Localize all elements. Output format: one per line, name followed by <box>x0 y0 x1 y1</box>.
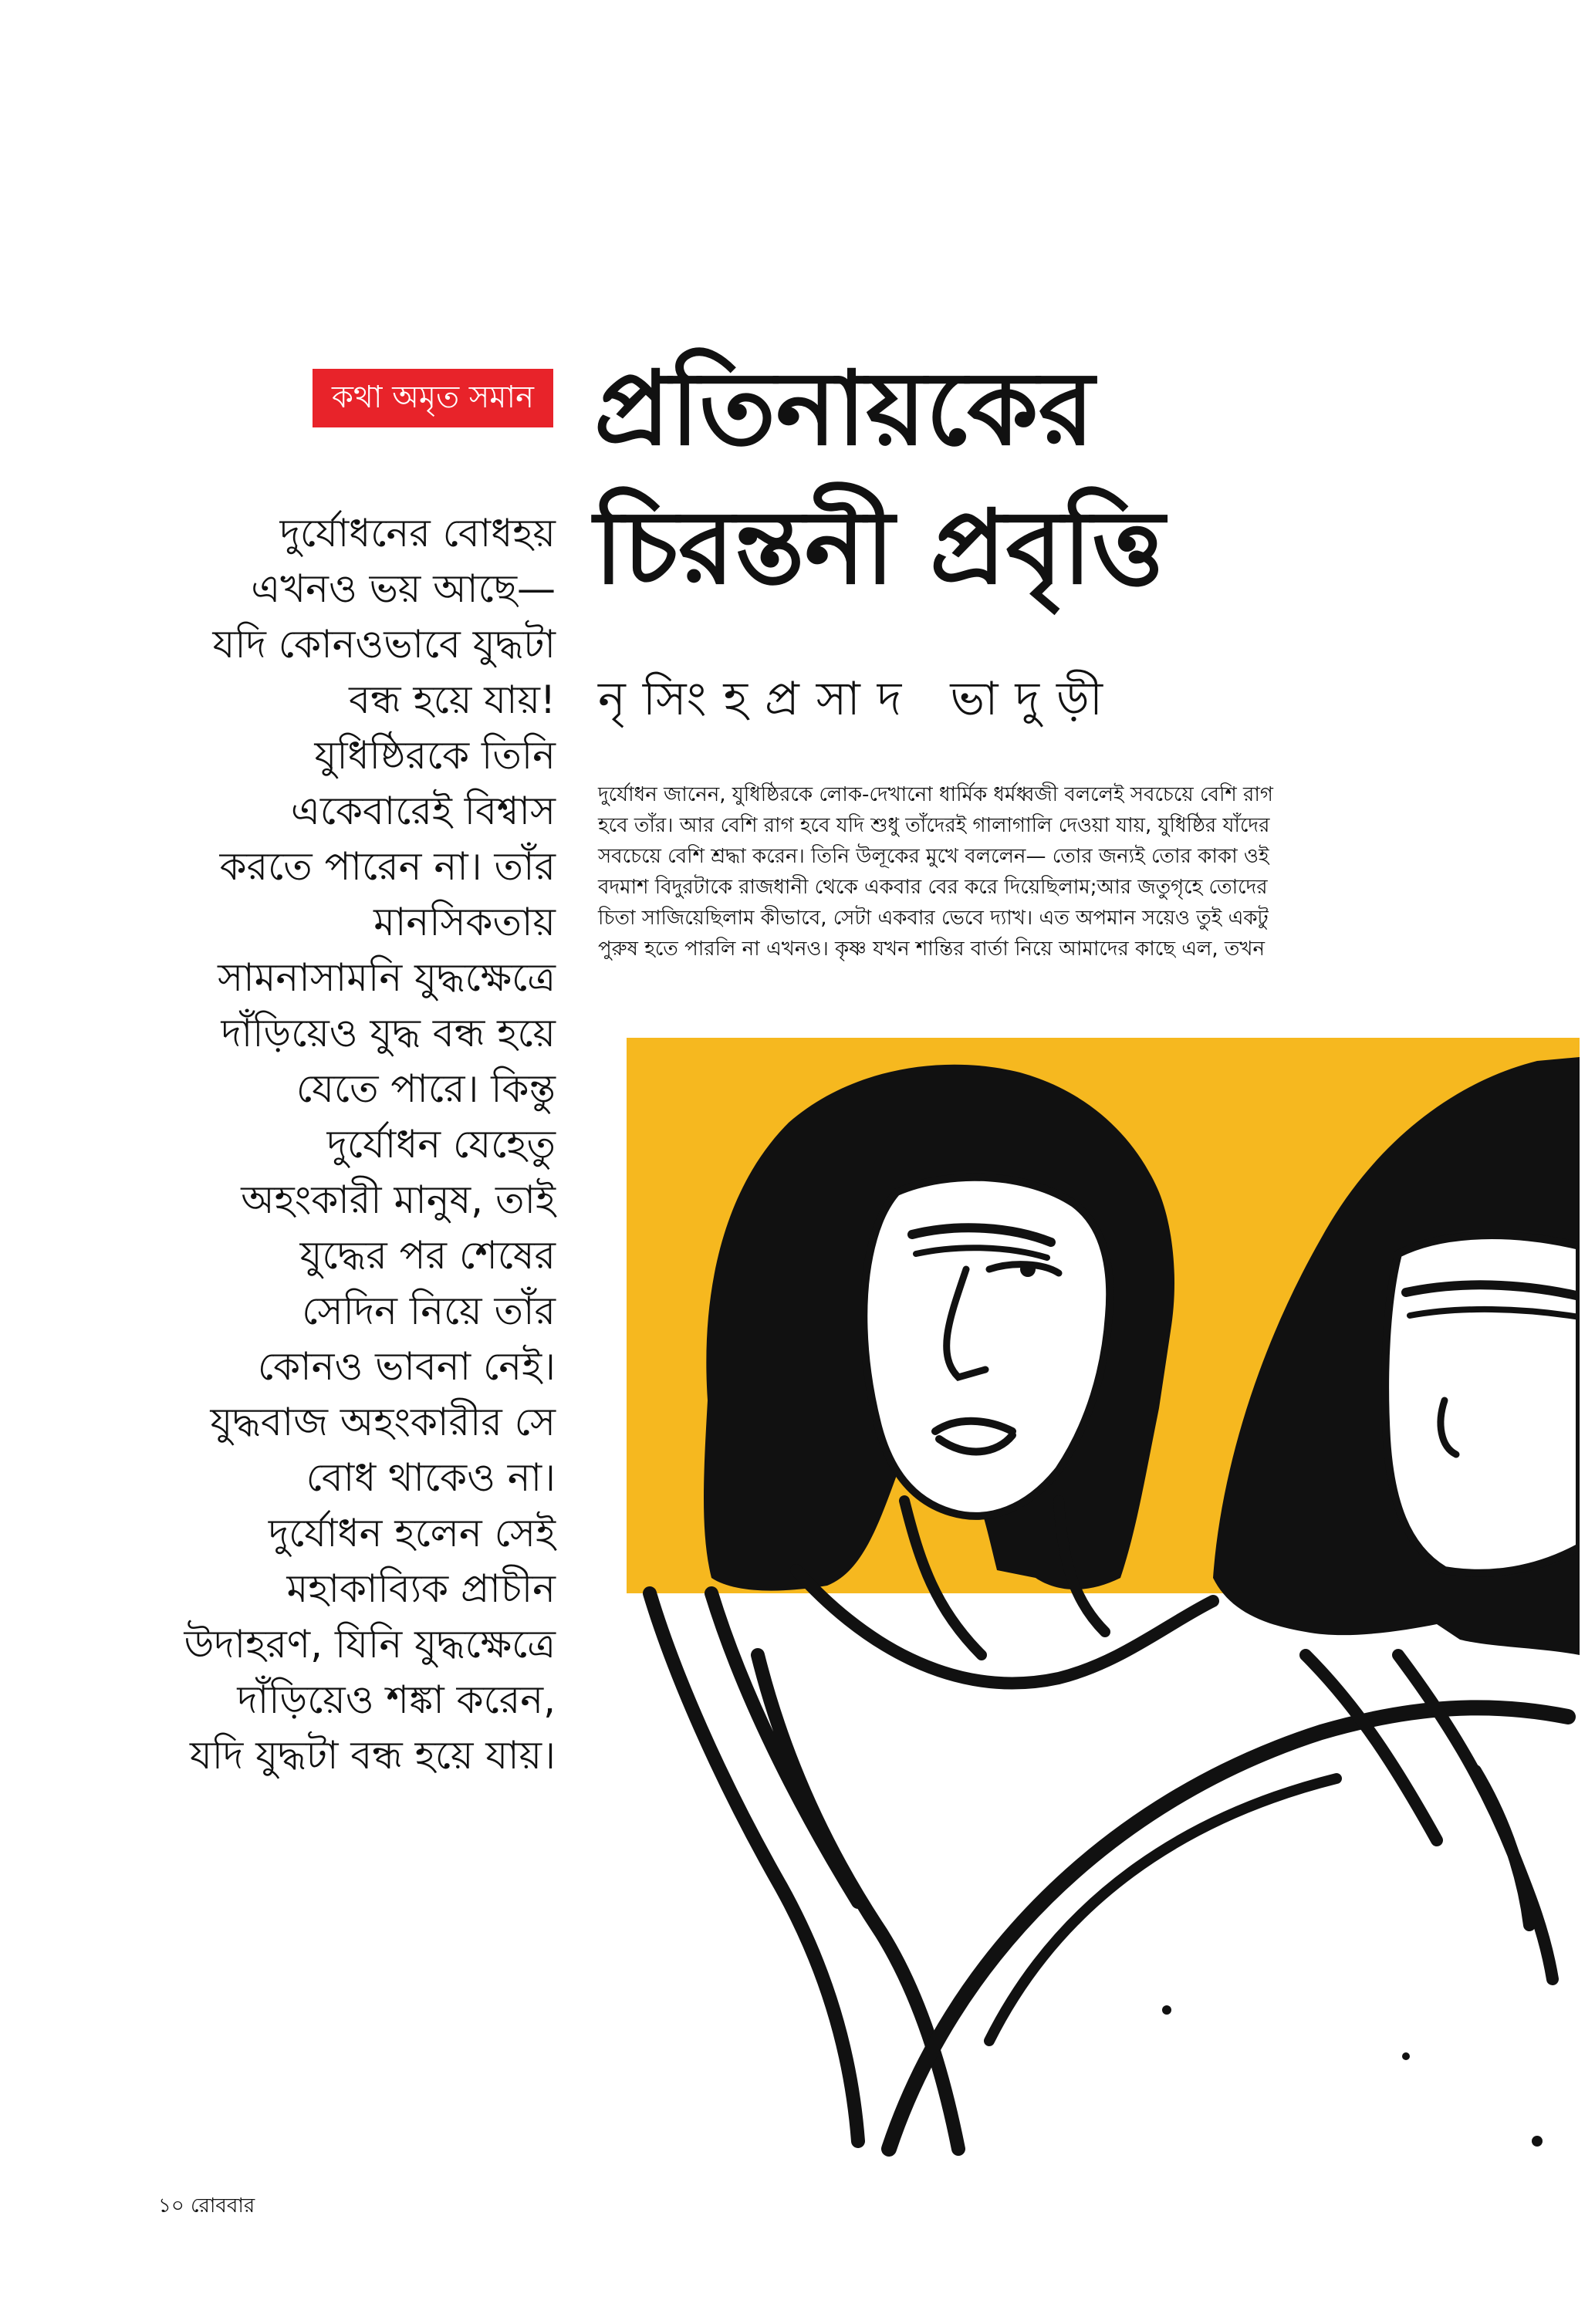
body-line: পুরুষ হতে পারলি না এখনও। কৃষ্ণ যখন শান্তির বার্তা নিয়ে আমাদের কাছে এল, তখন <box>598 937 1266 961</box>
ink-dot <box>1162 2005 1171 2015</box>
section-tag: কথা অমৃত সমান <box>313 369 553 427</box>
headline-line-2: চিরন্তনী প্রবৃত্তি <box>594 488 1165 607</box>
pull-quote-line: যুদ্ধবাজ অহংকারীর সে <box>210 1400 556 1444</box>
author-byline: নৃসিংহপ্রসাদ ভাদুড়ী <box>598 672 1120 726</box>
pull-quote-line: সেদিন নিয়ে তাঁর <box>302 1289 556 1333</box>
page-footer: ১০ রোববার <box>158 2194 255 2218</box>
pull-quote-line: যুধিষ্ঠিরকে তিনি <box>314 733 556 778</box>
body-line: চিতা সাজিয়েছিলাম কীভাবে, সেটা একবার ভেবে দ্যাখ। এত অপমান সয়েও তুই একটু <box>598 907 1269 930</box>
ink-dot <box>1402 2052 1410 2060</box>
pull-quote-line: দুর্যোধনের বোধহয় <box>279 511 556 556</box>
headline <box>594 339 1536 617</box>
pull-quote-line: কোনও ভাবনা নেই। <box>257 1344 556 1389</box>
pull-quote-line: দাঁড়িয়েও শঙ্কা করেন, <box>237 1677 556 1722</box>
pull-quote-line: মানসিকতায় <box>373 900 556 944</box>
pull-quote-line: বোধ থাকেও না। <box>306 1455 556 1500</box>
pull-quote-line: এখনও ভয় আছে— <box>251 566 556 611</box>
article-body <box>598 779 1431 964</box>
pull-quote-line: যেতে পারে। কিন্তু <box>296 1066 556 1111</box>
pull-quote <box>139 505 556 1783</box>
pull-quote-line: দুর্যোধন হলেন সেই <box>268 1511 556 1556</box>
illustration <box>627 1038 1580 2164</box>
pull-quote-line: অহংকারী মানুষ, তাই <box>241 1177 556 1222</box>
body-line: দুর্যোধন জানেন, যুধিষ্ঠিরকে লোক-দেখানো ধার্মিক ধর্মধ্বজী বললেই সবচেয়ে বেশি রাগ <box>598 783 1273 806</box>
body-line: হবে তাঁর। আর বেশি রাগ হবে যদি শুধু তাঁদেরই গালাগালি দেওয়া যায়, যুধিষ্ঠির যাঁদের <box>598 814 1270 837</box>
pull-quote-line: করতে পারেন না। তাঁর <box>219 844 556 889</box>
pull-quote-line: সামনাসামনি যুদ্ধক্ষেত্রে <box>218 955 556 1000</box>
pull-quote-line: মহাকাব্যিক প্রাচীন <box>286 1566 556 1611</box>
pull-quote-line: বন্ধ হয়ে যায়! <box>349 677 556 722</box>
pull-quote-line: একেবারেই বিশ্বাস <box>290 789 556 833</box>
ink-dot <box>1532 2136 1543 2147</box>
pull-quote-line: উদাহরণ, যিনি যুদ্ধক্ষেত্রে <box>184 1622 556 1667</box>
body-line: সবচেয়ে বেশি শ্রদ্ধা করেন। তিনি উলূকের মুখে বললেন— তোর জন্যই তোর কাকা ওই <box>598 845 1269 868</box>
body-line: বদমাশ বিদুরটাকে রাজধানী থেকে একবার বের করে দিয়েছিলাম;আর জতুগৃহে তোদের <box>598 876 1268 899</box>
pull-quote-line: যদি যুদ্ধটা বন্ধ হয়ে যায়। <box>189 1733 556 1778</box>
headline-line-1: প্রতিনায়কের <box>594 350 1095 468</box>
pull-quote-line: যদি কোনওভাবে যুদ্ধটা <box>212 622 556 667</box>
pull-quote-line: দুর্যোধন যেহেতু <box>326 1122 556 1167</box>
left-figure-pupil <box>1020 1262 1036 1277</box>
pull-quote-line: যুদ্ধের পর শেষের <box>299 1233 556 1278</box>
pull-quote-line: দাঁড়িয়েও যুদ্ধ বন্ধ হয়ে <box>221 1011 556 1056</box>
